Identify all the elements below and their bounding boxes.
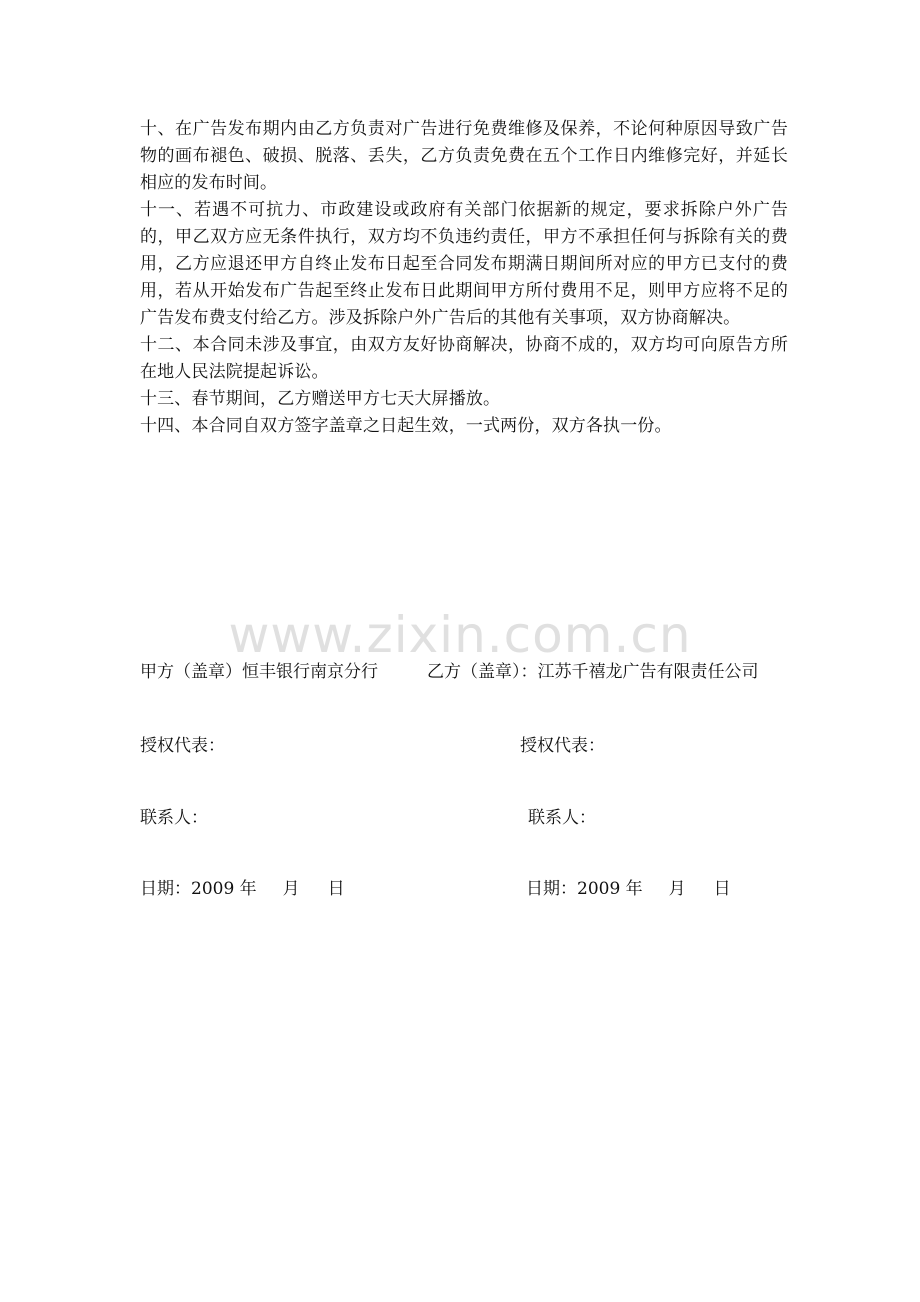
party-b-date-month: 月 <box>668 879 686 899</box>
clause-14: 十四、本合同自双方签字盖章之日起生效，一式两份，双方各执一份。 <box>140 416 672 436</box>
party-b-seal: 乙方（盖章）：江苏千禧龙广告有限责任公司 <box>427 662 759 682</box>
party-b-date-year: 2009 年 <box>577 879 643 899</box>
party-a-date-day: 日 <box>327 879 345 899</box>
watermark: www.zixin.com.cn <box>228 606 692 664</box>
party-a-contact: 联系人： <box>140 808 208 828</box>
party-a-representative: 授权代表： <box>140 736 225 756</box>
party-a-seal: 甲方（盖章）恒丰银行南京分行 <box>140 662 378 682</box>
contract-clauses <box>140 116 788 440</box>
party-a-date <box>140 877 345 901</box>
party-b-contact: 联系人： <box>528 808 596 828</box>
party-a-date-month: 月 <box>282 879 300 899</box>
party-b-date <box>526 877 731 901</box>
party-b-date-day: 日 <box>713 879 731 899</box>
clause-10: 十、在广告发布期内由乙方负责对广告进行免费维修及保养，不论何种原因导致广告物的画布褪色、破损、脱落、丢失，乙方负责免费在五个工作日内维修完好，并延长相应的发布时间。 <box>140 119 788 193</box>
party-a-date-year: 2009 年 <box>191 879 257 899</box>
party-b-date-label: 日期： <box>526 879 577 899</box>
clause-12: 十二、本合同未涉及事宜，由双方友好协商解决，协商不成的，双方均可向原告方所在地人民法院提起诉讼。 <box>140 335 788 382</box>
party-a-date-label: 日期： <box>140 879 191 899</box>
clause-11: 十一、若遇不可抗力、市政建设或政府有关部门依据新的规定，要求拆除户外广告的，甲乙双方应无条件执行，双方均不负违约责任，甲方不承担任何与拆除有关的费用，乙方应退还甲方自终止发布日起至合同发布期满日期间所对应的甲方已支付的费用，若从开始发布广告起至终止发布日此期间甲方所付费用不足，则甲方应将不足的广告发布费支付给乙方。涉及拆除户外广告后的其他有关事项，双方协商解决。 <box>140 200 788 328</box>
party-b-representative: 授权代表： <box>520 736 605 756</box>
clause-13: 十三、春节期间，乙方赠送甲方七天大屏播放。 <box>140 389 501 409</box>
